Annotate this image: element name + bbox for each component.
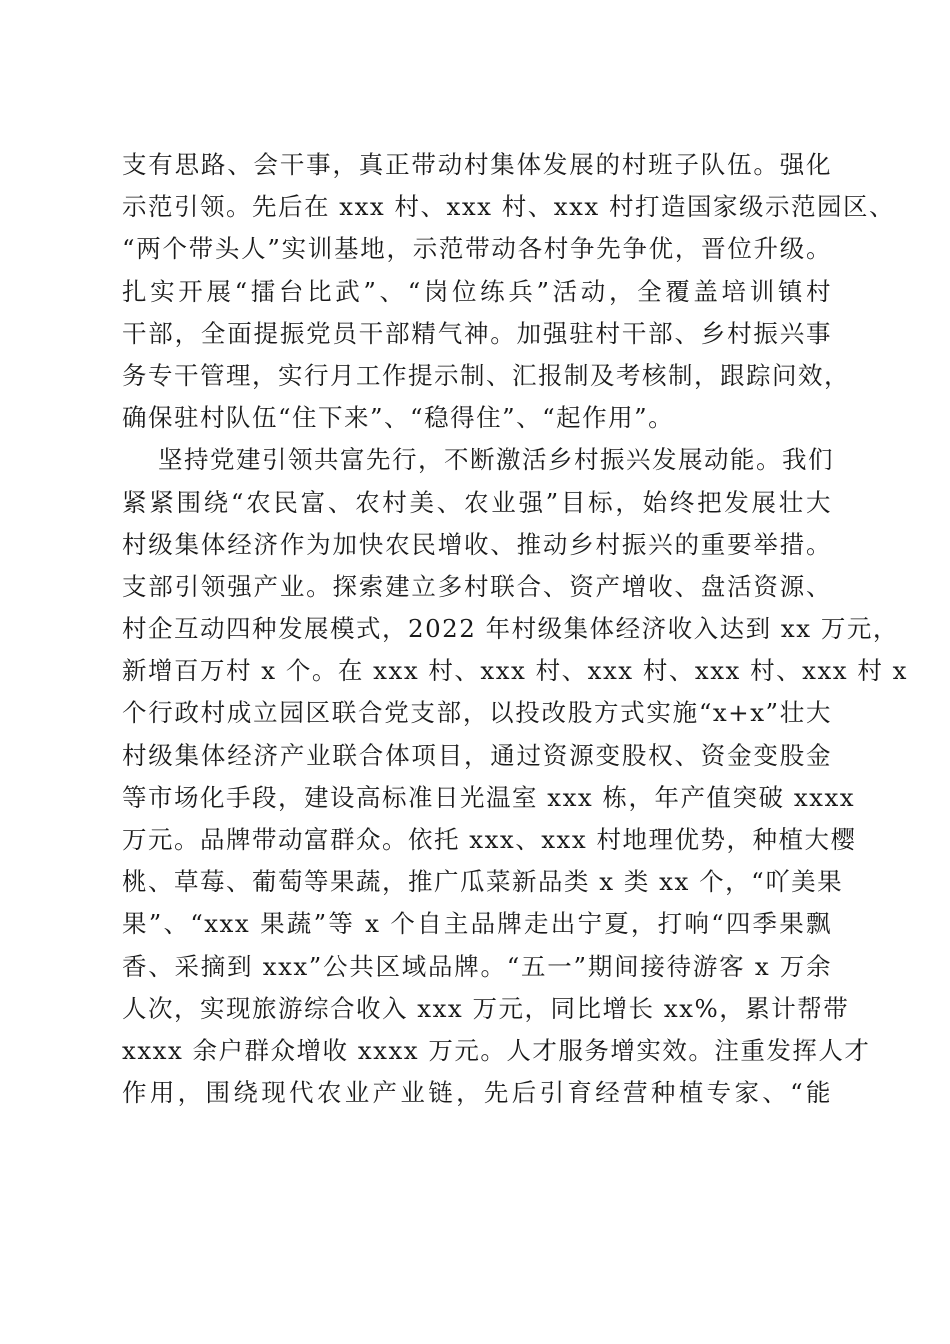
text-line: 个行政村成立园区联合党支部，以投改股方式实施“x+x”壮大 — [122, 698, 832, 728]
text-line: 香、采摘到 xxx”公共区域品牌。“五一”期间接待游客 x 万余 — [122, 951, 832, 981]
text-line: 人次，实现旅游综合收入 xxx 万元，同比增长 xx%，累计帮带 — [122, 993, 850, 1023]
text-line: 新增百万村 x 个。在 xxx 村、xxx 村、xxx 村、xxx 村、xxx 村 x — [122, 656, 908, 686]
text-line: 扎实开展“擂台比武”、“岗位练兵”活动，全覆盖培训镇村 — [122, 276, 832, 306]
text-line: 等市场化手段，建设高标准日光温室 xxx 栋，年产值突破 xxxx — [122, 782, 856, 812]
text-line: 桃、草莓、葡萄等果蔬，推广瓜菜新品类 x 类 xx 个，“吖美果 — [122, 867, 844, 897]
text-line: 干部，全面提振党员干部精气神。加强驻村干部、乡村振兴事 — [122, 318, 832, 348]
text-line: 紧紧围绕“农民富、农村美、农业强”目标，始终把发展壮大 — [122, 487, 832, 517]
text-line: 确保驻村队伍“住下来”、“稳得住”、“起作用”。 — [122, 403, 675, 433]
paragraph-start-line: 坚持党建引领共富先行，不断激活乡村振兴发展动能。我们 — [158, 445, 834, 475]
text-line: 村企互动四种发展模式，2022 年村级集体经济收入达到 xx 万元， — [122, 614, 899, 644]
text-line: 作用，围绕现代农业产业链，先后引育经营种植专家、“能 — [122, 1078, 832, 1108]
text-line: 务专干管理，实行月工作提示制、汇报制及考核制，跟踪问效， — [122, 360, 850, 390]
text-line: 果”、“xxx 果蔬”等 x 个自主品牌走出宁夏，打响“四季果飘 — [122, 909, 832, 939]
text-line: 示范引领。先后在 xxx 村、xxx 村、xxx 村打造国家级示范园区、 — [122, 192, 896, 222]
text-line: “两个带头人”实训基地，示范带动各村争先争优，晋位升级。 — [122, 234, 832, 264]
body-text — [122, 144, 908, 1114]
text-line: 支有思路、会干事，真正带动村集体发展的村班子队伍。强化 — [122, 150, 832, 179]
text-line: 村级集体经济作为加快农民增收、推动乡村振兴的重要举措。 — [122, 529, 832, 559]
text-line: 村级集体经济产业联合体项目，通过资源变股权、资金变股金 — [122, 740, 832, 770]
text-line: xxxx 余户群众增收 xxxx 万元。人才服务增实效。注重发挥人才 — [122, 1035, 871, 1065]
text-line: 万元。品牌带动富群众。依托 xxx、xxx 村地理优势，种植大樱 — [122, 825, 857, 854]
text-line: 支部引领强产业。探索建立多村联合、资产增收、盘活资源、 — [122, 571, 832, 601]
